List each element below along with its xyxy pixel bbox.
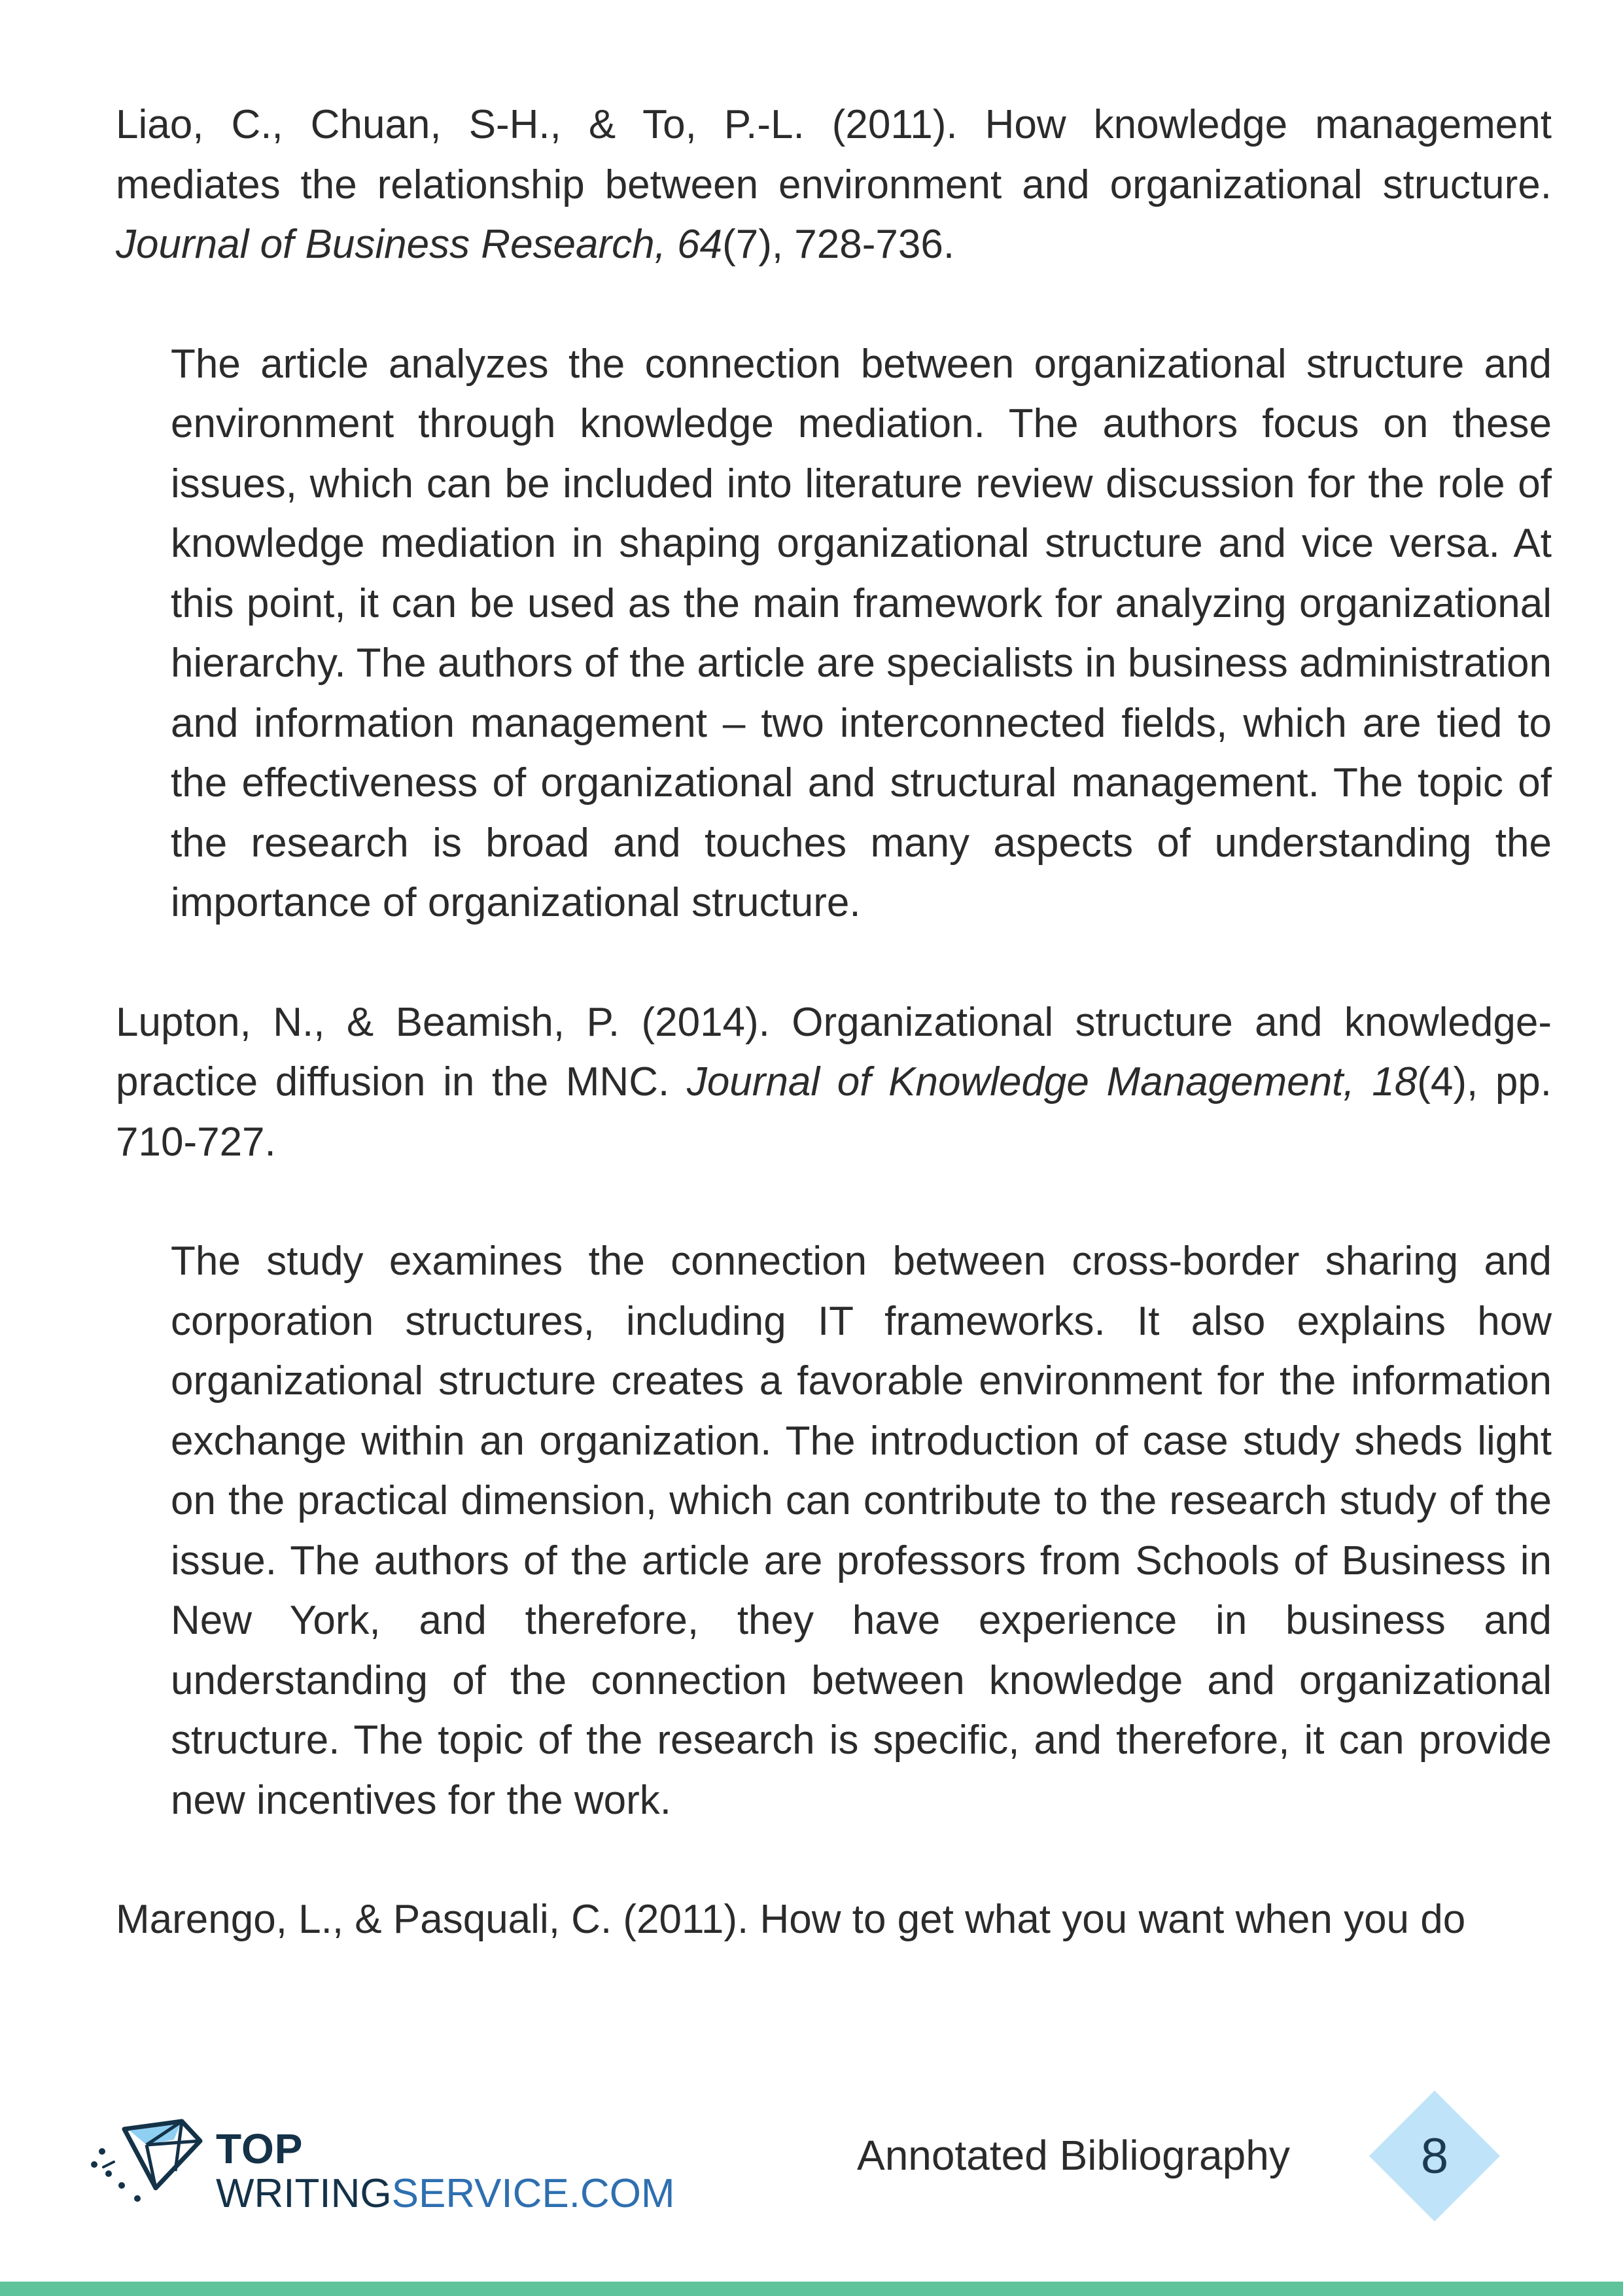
bottom-accent-bar bbox=[0, 2282, 1623, 2296]
page-number: 8 bbox=[1420, 2128, 1449, 2184]
annotation-paragraph: The study examines the connection between cross-border sharing and corporation structures, including IT frameworks. It also explains how organizational structure creates a favorable environment for the information exchange within an organization. The introduction of case study sheds light on the practical dimension, which can contribute to the research study of the issue. The authors of the article are professors from Schools of Business in New York, and therefore, they have experience in business and understanding of the connection between knowledge and organizational structure. The topic of the research is specific, and therefore, it can provide new incentives for the work. bbox=[171, 1239, 1552, 1823]
reference-entry bbox=[116, 95, 1552, 275]
annotation-paragraph: The article analyzes the connection between organizational structure and environment through knowledge mediation. The authors focus on these issues, which can be included into literature review discussion for the role of knowledge mediation in shaping organizational structure and vice versa. At this point, it can be used as the main framework for analyzing organizational hierarchy. The authors of the article are specialists in business administration and information management – two interconnected fields, which are tied to the effectiveness of organizational and structural management. The topic of the research is broad and touches many aspects of understanding the importance of organizational structure. bbox=[171, 341, 1552, 925]
journal-name: Journal of Business Research, 64 bbox=[116, 222, 723, 267]
journal-name: Journal of Knowledge Management, 18 bbox=[686, 1059, 1418, 1104]
reference-authors-title: Liao, C., Chuan, S-H., & To, P.-L. (2011). How knowledge management mediates the relationship between environment and organizational structure. bbox=[116, 102, 1552, 207]
logo-wordmark-bold: WRITING bbox=[216, 2171, 392, 2216]
reference-authors-title: Lupton, N., & Beamish, P. (2014). Organizational structure and knowledge-practice diffusion in the MNC. bbox=[116, 999, 1552, 1104]
reference-issue-pages: (7), 728-736. bbox=[722, 222, 955, 267]
reference-issue-pages: (4), pp. 710-727. bbox=[116, 1059, 1552, 1165]
page-footer bbox=[0, 2081, 1623, 2216]
reference-entry bbox=[116, 993, 1552, 1173]
running-title: Annotated Bibliography bbox=[857, 2132, 1290, 2179]
brand-logo bbox=[84, 2102, 675, 2216]
logo-wordmark-top: TOP bbox=[216, 2125, 304, 2172]
page-body bbox=[116, 95, 1552, 1950]
logo-wordmark-bottom bbox=[216, 2172, 675, 2216]
reference-entry-continued: Marengo, L., & Pasquali, C. (2011). How to get what you want when you do bbox=[116, 1897, 1466, 1942]
diamond-logo-icon bbox=[84, 2102, 215, 2206]
logo-wordmark-light: SERVICE.COM bbox=[391, 2171, 675, 2216]
